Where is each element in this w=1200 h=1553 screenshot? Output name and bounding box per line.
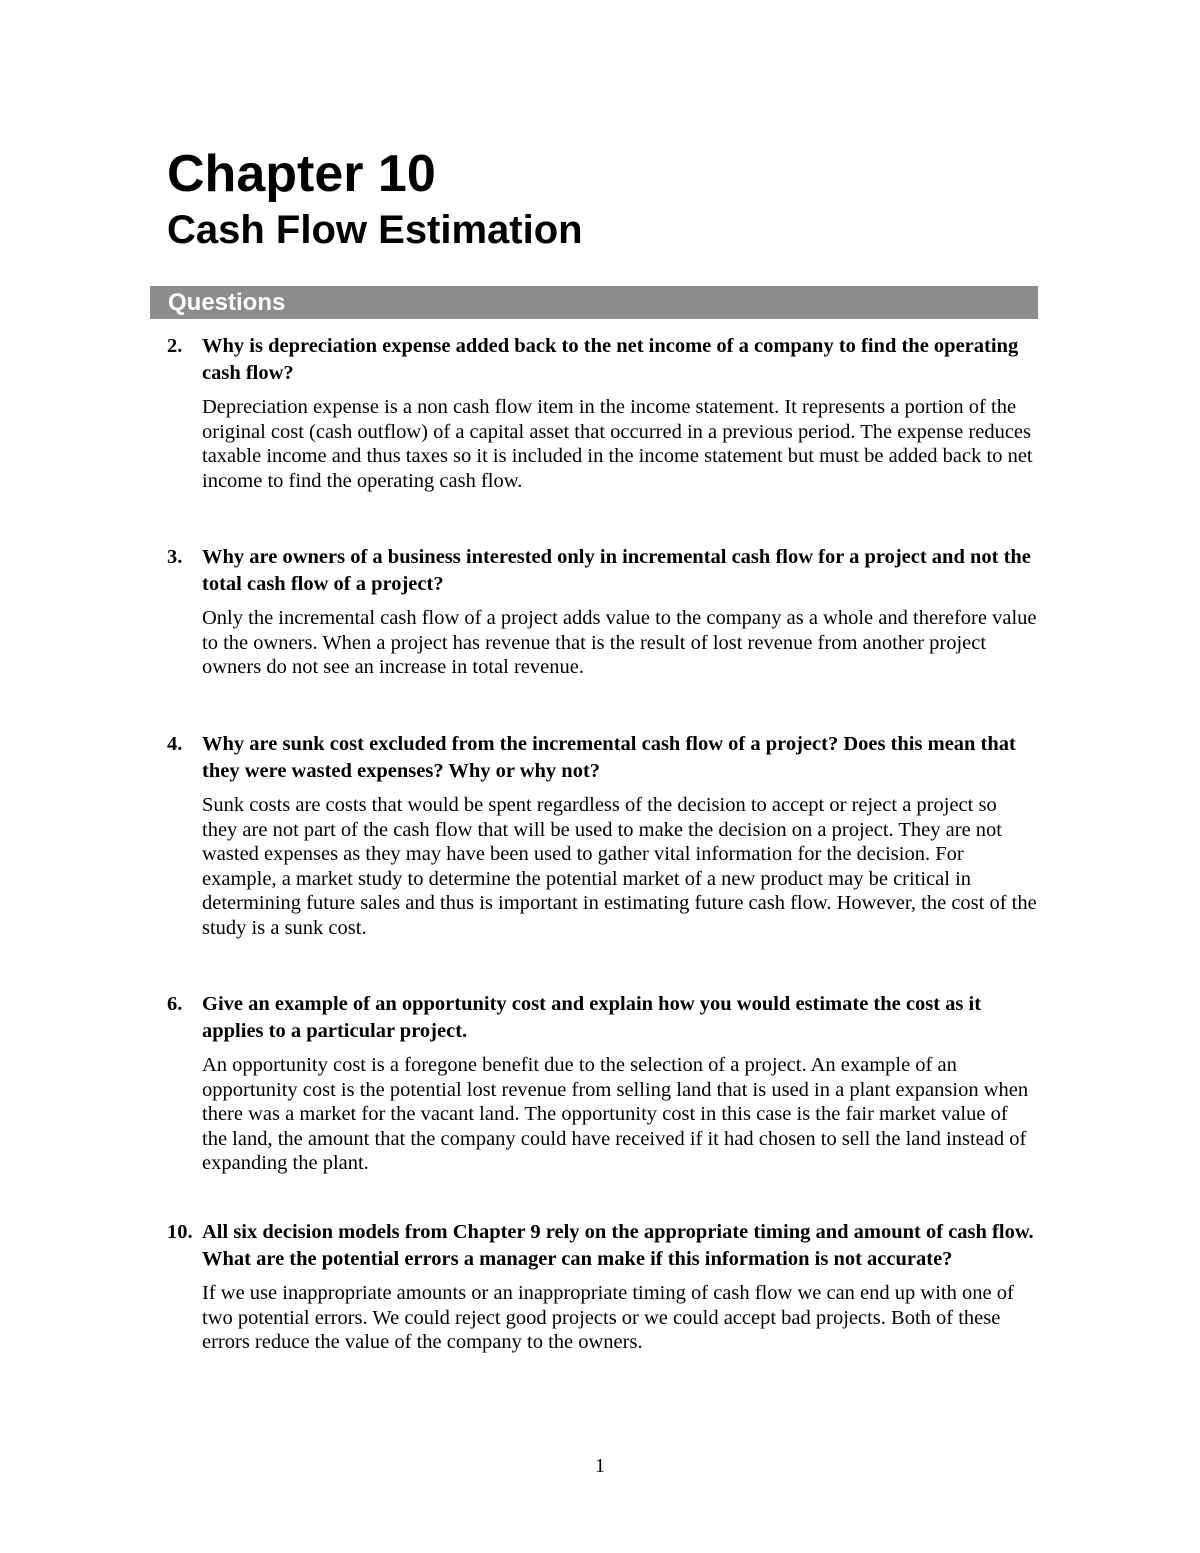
question-body: Give an example of an opportunity cost and explain how you would estimate the cost as it applies to a particular project.	[202, 993, 982, 1042]
question-body: Why are owners of a business interested only in incremental cash flow for a project and not the total cash flow of a project?	[202, 546, 1031, 595]
question-body: All six decision models from Chapter 9 rely on the appropriate timing and amount of cash flow. What are the potential errors a manager can make if this information is not accurate?	[202, 1221, 1034, 1270]
section-header-bar	[150, 286, 1038, 319]
answer-text: Depreciation expense is a non cash flow item in the income statement. It represents a portion of the original cost (cash outflow) of a capital asset that occurred in a previous period. The expense reduces taxable income and thus taxes so it is included in the income statement but must be added back to net income to find the operating cash flow.	[202, 396, 1033, 492]
section-header-label: Questions	[168, 289, 286, 316]
answer-text: If we use inappropriate amounts or an inappropriate timing of cash flow we can end up with one of two potential errors. We could reject good projects or we could accept bad projects. Both of these errors reduce the value of the company to the owners.	[202, 1282, 1014, 1353]
question-text	[167, 991, 1037, 1045]
question-number: 4.	[167, 733, 183, 755]
question-block-10	[167, 1219, 1037, 1355]
question-block-4	[167, 731, 1037, 940]
page-number: 1	[595, 1455, 605, 1477]
question-text	[167, 333, 1037, 387]
question-number: 6.	[167, 993, 183, 1015]
answer-text: Sunk costs are costs that would be spent regardless of the decision to accept or reject a project so they are not part of the cash flow that will be used to make the decision on a project. They are not wasted expenses as they may have been used to gather vital information for the decision. For example, a market study to determine the potential market of a new product may be critical in determining future sales and thus is important in estimating future cash flow. However, the cost of the study is a sunk cost.	[202, 794, 1037, 939]
chapter-heading: Chapter 10	[167, 145, 436, 203]
question-body: Why are sunk cost excluded from the incremental cash flow of a project? Does this mean that they were wasted expenses? Why or why not?	[202, 733, 1016, 782]
question-text	[167, 1219, 1037, 1273]
question-block-3	[167, 544, 1037, 680]
question-block-2	[167, 333, 1037, 493]
question-text	[167, 544, 1037, 598]
question-text	[167, 731, 1037, 785]
chapter-title: Cash Flow Estimation	[167, 208, 583, 252]
question-number: 10.	[167, 1221, 193, 1243]
question-body: Why is depreciation expense added back to the net income of a company to find the operating cash flow?	[202, 335, 1019, 384]
answer-text: Only the incremental cash flow of a project adds value to the company as a whole and therefore value to the owners. When a project has revenue that is the result of lost revenue from another project owners do not see an increase in total revenue.	[202, 607, 1037, 678]
question-number: 3.	[167, 546, 183, 568]
question-number: 2.	[167, 335, 183, 357]
answer-text: An opportunity cost is a foregone benefit due to the selection of a project. An example of an opportunity cost is the potential lost revenue from selling land that is used in a plant expansion when there was a market for the vacant land. The opportunity cost in this case is the fair market value of the land, the amount that the company could have received if it had chosen to sell the land instead of expanding the plant.	[202, 1054, 1029, 1174]
question-block-6	[167, 991, 1037, 1176]
